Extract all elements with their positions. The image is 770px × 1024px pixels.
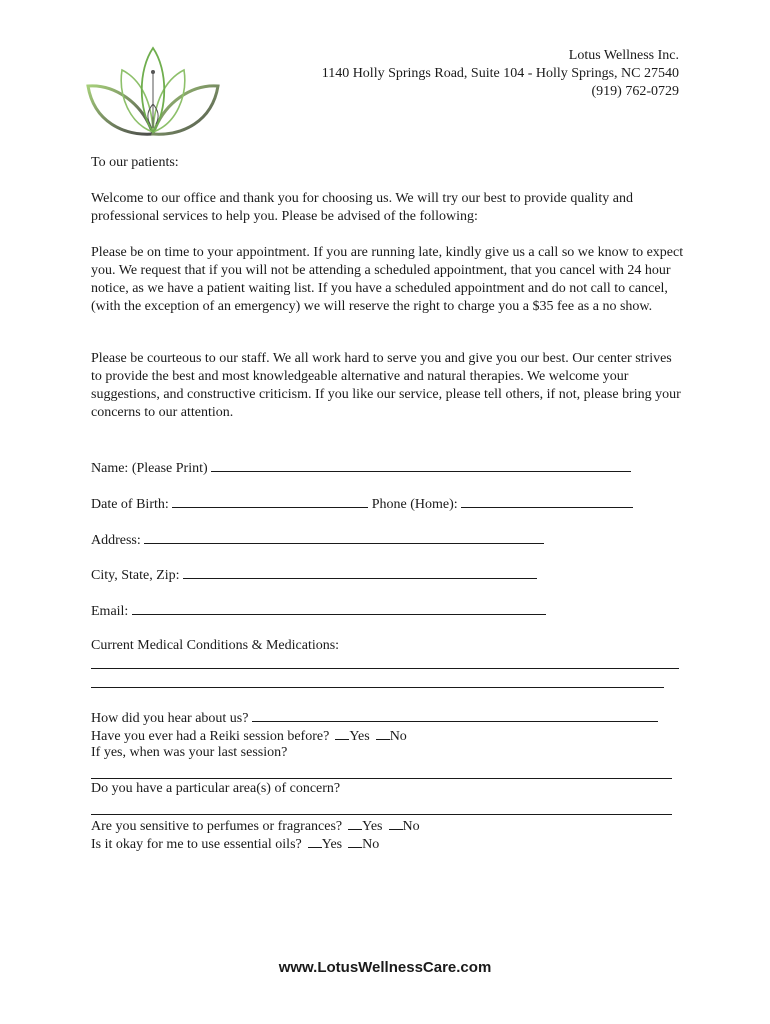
website-footer: www.LotusWellnessCare.com [278, 959, 492, 976]
city-field[interactable] [183, 565, 537, 579]
name-label: Name: (Please Print) [91, 461, 208, 476]
sensitive-yes-label: Yes [362, 819, 383, 834]
city-row [91, 565, 537, 585]
sensitive-no-blank[interactable] [389, 816, 403, 830]
city-label: City, State, Zip: [91, 568, 180, 583]
conditions-line-2[interactable] [91, 687, 664, 688]
oils-row [91, 834, 379, 854]
oils-label: Is it okay for me to use essential oils? [91, 837, 302, 852]
sensitive-no-label: No [402, 819, 420, 834]
letter-paragraph-2: Please be on time to your appointment. If you are running late, kindly give us a call so we know to expect you. We request that if you will not be attending a scheduled appointment, that you cancel with 24 hour notice, as we have a patient waiting list. If you have a scheduled appointment and do not call to cancel, (with the exception of an emergency) we will reserve the right to charge you a $35 fee as a no show. [91, 245, 684, 314]
reiki-no-label: No [389, 729, 407, 744]
email-row [91, 601, 546, 621]
sensitive-yes-blank[interactable] [348, 816, 362, 830]
name-row [91, 458, 631, 478]
concern-label: Do you have a particular area(s) of concern? [91, 781, 341, 796]
letter-paragraph-3: Please be courteous to our staff. We all work hard to serve you and give you our best. Our center strives to provide the best and most knowledgeable alternative and natural therapies. We welcome your suggestions, and constructive criticism. If you like our service, please tell others, if not, please bring your concerns to our attention. [91, 351, 681, 420]
company-header [322, 47, 679, 101]
name-field[interactable] [211, 458, 631, 472]
address-field[interactable] [144, 530, 544, 544]
sensitive-label: Are you sensitive to perfumes or fragrances? [91, 819, 343, 834]
oils-yes-blank[interactable] [308, 834, 322, 848]
letter-paragraph-1: Welcome to our office and thank you for choosing us. We will try our best to provide quality and professional services to help you. Please be advised of the following: [91, 191, 633, 224]
email-field[interactable] [132, 601, 546, 615]
address-label: Address: [91, 533, 141, 548]
oils-no-label: No [362, 837, 380, 852]
dob-phone-row [91, 494, 633, 514]
reiki-row [91, 726, 407, 746]
reiki-yes-label: Yes [349, 729, 370, 744]
dob-field[interactable] [172, 494, 368, 508]
hear-label: How did you hear about us? [91, 711, 249, 726]
oils-no-blank[interactable] [348, 834, 362, 848]
phone-home-field[interactable] [461, 494, 633, 508]
company-name: Lotus Wellness Inc. [568, 48, 679, 63]
reiki-yes-blank[interactable] [335, 726, 349, 740]
lotus-logo [84, 44, 222, 140]
oils-yes-label: Yes [321, 837, 343, 852]
dob-label: Date of Birth: [91, 497, 169, 512]
concern-line[interactable] [91, 814, 672, 815]
reiki-no-blank[interactable] [376, 726, 390, 740]
last-session-label: If yes, when was your last session? [91, 745, 288, 760]
conditions-label: Current Medical Conditions & Medications: [91, 638, 340, 653]
last-session-line[interactable] [91, 778, 672, 779]
phone-home-label: Phone (Home): [371, 497, 458, 512]
conditions-line-1[interactable] [91, 668, 679, 669]
company-address: 1140 Holly Springs Road, Suite 104 - Holly Springs, NC 27540 [321, 66, 679, 81]
company-phone: (919) 762-0729 [591, 84, 679, 99]
address-row [91, 530, 544, 550]
reiki-label: Have you ever had a Reiki session before? [91, 729, 330, 744]
sensitive-row [91, 816, 420, 836]
letter-greeting: To our patients: [91, 155, 179, 170]
hear-field[interactable] [252, 708, 658, 722]
email-label: Email: [91, 604, 129, 619]
hear-row [91, 708, 658, 728]
